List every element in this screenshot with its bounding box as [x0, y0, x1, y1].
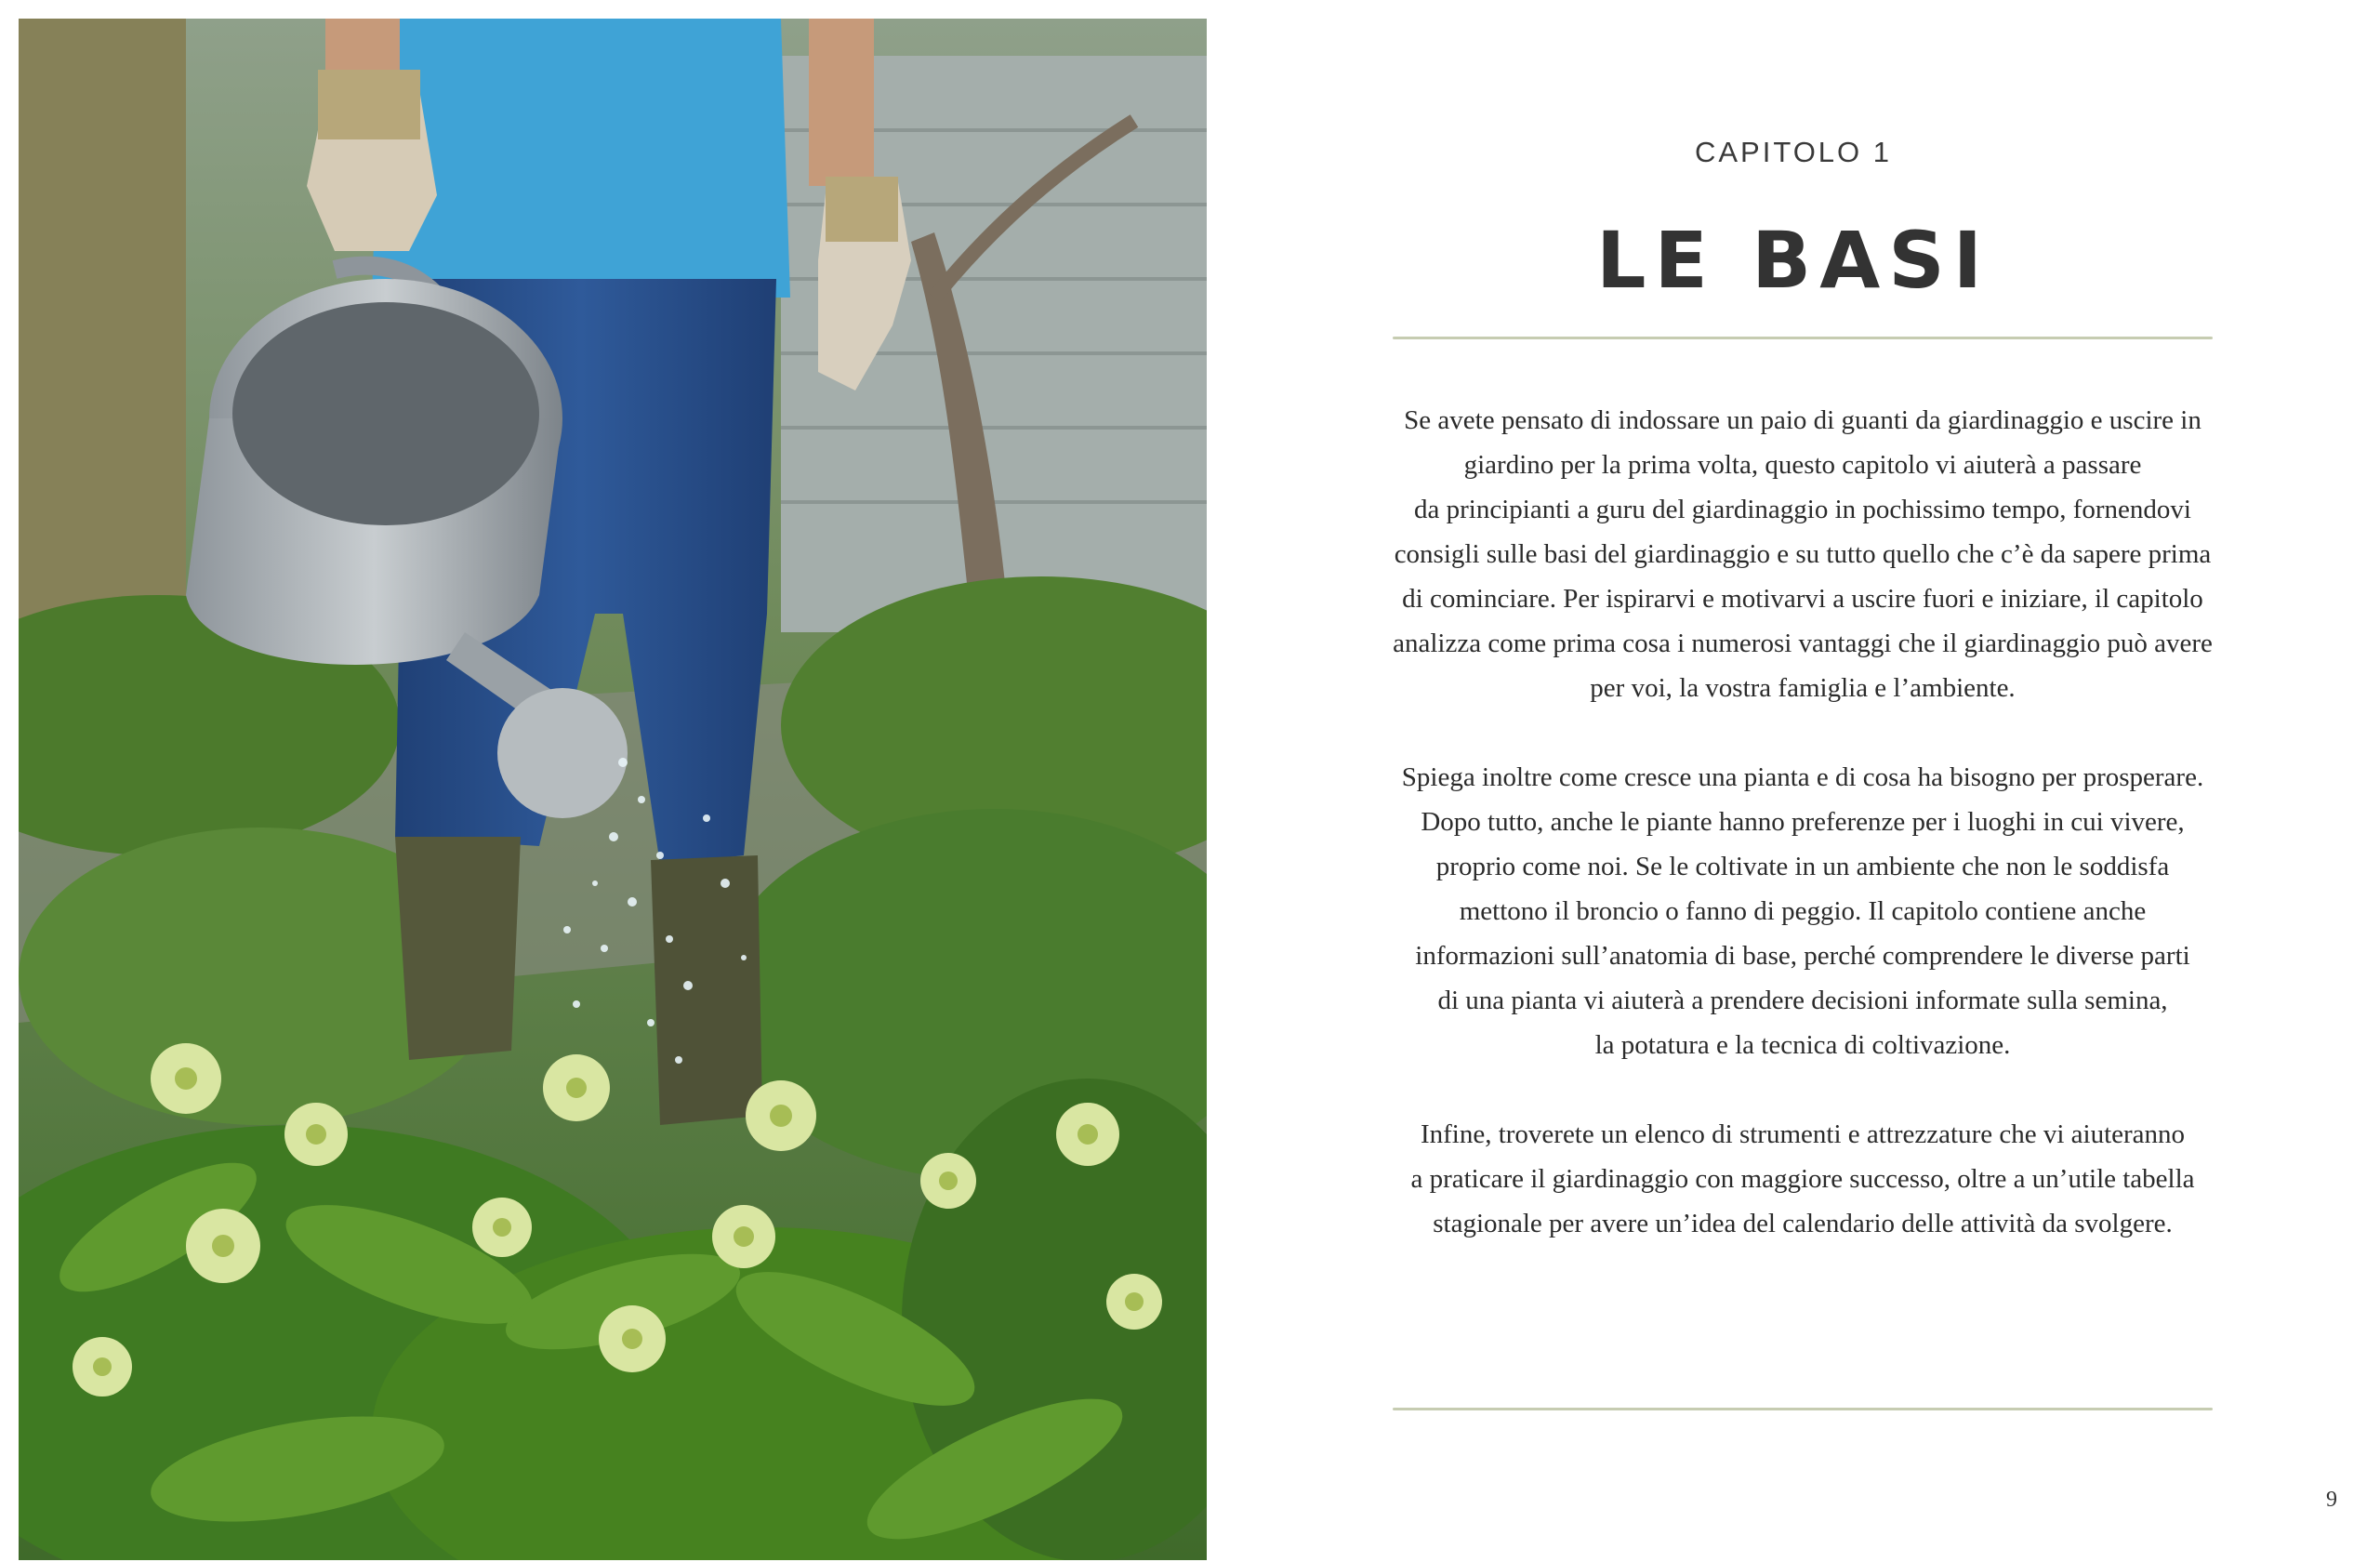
bottom-divider — [1393, 1408, 2213, 1410]
garden-photo — [19, 19, 1207, 1560]
paragraph-1 — [1383, 398, 2222, 710]
text-line: giardino per la prima volta, questo capitolo vi aiuterà a passare — [1463, 450, 2142, 480]
text-line: da principianti a guru del giardinaggio in pochissimo tempo, fornendovi — [1414, 495, 2191, 524]
text-line: mettono il broncio o fanno di peggio. Il capitolo contiene anche — [1459, 896, 2147, 926]
paragraph-2 — [1383, 755, 2222, 1067]
chapter-page — [1207, 0, 2380, 1562]
text-line: stagionale per avere un’idea del calendario delle attività da svolgere. — [1433, 1209, 2173, 1238]
text-line: Dopo tutto, anche le piante hanno preferenze per i luoghi in cui vivere, — [1421, 807, 2185, 837]
gardener-watering-illustration — [19, 19, 1207, 1560]
text-line: informazioni sull’anatomia di base, perché comprendere le diverse parti — [1415, 941, 2190, 971]
chapter-intro — [1383, 398, 2222, 1291]
text-line: consigli sulle basi del giardinaggio e su tutto quello che c’è da sapere prima — [1394, 539, 2212, 569]
chapter-title: LE BASI — [1596, 215, 1990, 306]
text-line: di una pianta vi aiuterà a prendere decisioni informate sulla semina, — [1437, 986, 2168, 1015]
text-line: Spiega inoltre come cresce una pianta e di cosa ha bisogno per prosperare. — [1401, 762, 2204, 792]
text-line: analizza come prima cosa i numerosi vantaggi che il giardinaggio può avere — [1393, 629, 2213, 658]
text-line: proprio come noi. Se le coltivate in un ambiente che non le soddisfa — [1435, 852, 2170, 881]
chapter-label: CAPITOLO 1 — [1694, 136, 1893, 168]
top-divider — [1393, 337, 2213, 339]
page-number: 9 — [2326, 1488, 2337, 1512]
text-line: per voi, la vostra famiglia e l’ambiente. — [1590, 673, 2016, 703]
text-line: a praticare il giardinaggio con maggiore successo, oltre a un’utile tabella — [1410, 1164, 2195, 1194]
text-line: Se avete pensato di indossare un paio di guanti da giardinaggio e uscire in — [1404, 405, 2202, 435]
text-line: la potatura e la tecnica di coltivazione. — [1594, 1030, 2011, 1060]
text-line: di cominciare. Per ispirarvi e motivarvi a uscire fuori e iniziare, il capitolo — [1402, 584, 2203, 614]
paragraph-3 — [1383, 1112, 2222, 1246]
text-line: Infine, troverete un elenco di strumenti e attrezzature che vi aiuteranno — [1420, 1119, 2186, 1149]
